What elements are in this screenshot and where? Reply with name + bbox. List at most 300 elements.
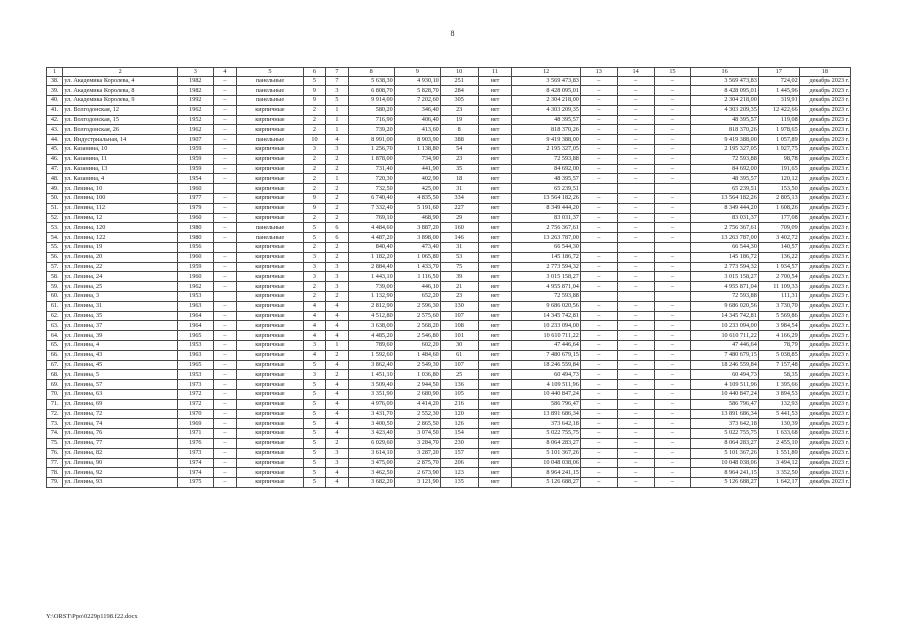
table-cell: декабрь 2023 г. — [799, 399, 850, 409]
table-cell: панельные — [237, 76, 303, 86]
table-cell: декабрь 2023 г. — [799, 262, 850, 272]
table-cell: 251 — [440, 76, 478, 86]
table-cell: 2 — [303, 164, 326, 174]
table-cell: нет — [478, 125, 512, 135]
table-cell: 8 428 095,01 — [512, 86, 581, 96]
table-cell: 135 — [440, 478, 478, 488]
table-cell: ул. Академика Королева, 4 — [63, 76, 178, 86]
table-cell: декабрь 2023 г. — [799, 409, 850, 419]
table-cell: 5 — [303, 438, 326, 448]
table-cell: 4 484,60 — [348, 223, 394, 233]
table-cell: ул. Ленина, 90 — [63, 458, 178, 468]
table-cell: 4 487,20 — [348, 233, 394, 243]
table-cell: 18 — [440, 174, 478, 184]
table-cell: – — [580, 135, 617, 145]
table-cell: – — [617, 115, 654, 125]
table-cell: – — [580, 252, 617, 262]
data-table — [46, 67, 851, 488]
table-cell: 56. — [47, 252, 63, 262]
table-cell: 4 835,50 — [394, 194, 440, 204]
table-cell: 10 440 847,24 — [512, 390, 581, 400]
table-cell: – — [654, 115, 691, 125]
table-row — [47, 262, 851, 272]
table-cell: 1962 — [177, 125, 213, 135]
table-cell: 21 — [440, 282, 478, 292]
table-cell: 58,35 — [758, 370, 799, 380]
table-cell: 2 773 594,32 — [691, 262, 759, 272]
table-cell: 18 246 559,84 — [691, 360, 759, 370]
table-cell: декабрь 2023 г. — [799, 438, 850, 448]
table-cell: 69. — [47, 380, 63, 390]
table-cell: ул. Казанина, 11 — [63, 154, 178, 164]
table-cell: нет — [478, 164, 512, 174]
table-cell: нет — [478, 331, 512, 341]
table-cell: 1 878,00 — [348, 154, 394, 164]
table-cell: декабрь 2023 г. — [799, 448, 850, 458]
table-cell: 413,60 — [394, 125, 440, 135]
table-cell: 79. — [47, 478, 63, 488]
table-row — [47, 409, 851, 419]
table-cell: декабрь 2023 г. — [799, 429, 850, 439]
table-row — [47, 311, 851, 321]
table-cell: – — [580, 438, 617, 448]
table-cell: нет — [478, 350, 512, 360]
table-cell: 3 352,50 — [758, 468, 799, 478]
table-cell: 4 — [326, 478, 349, 488]
table-cell: 63. — [47, 321, 63, 331]
table-cell: – — [213, 96, 237, 106]
table-cell: 2 — [326, 203, 349, 213]
table-cell: 5 101 367,26 — [512, 448, 581, 458]
table-cell: 2 875,70 — [394, 458, 440, 468]
table-cell: – — [654, 409, 691, 419]
table-cell: декабрь 2023 г. — [799, 331, 850, 341]
table-cell: 10 440 847,24 — [691, 390, 759, 400]
table-cell: нет — [478, 105, 512, 115]
table-cell: 473,40 — [394, 243, 440, 253]
table-cell: 1959 — [177, 154, 213, 164]
table-cell: – — [654, 321, 691, 331]
table-cell: 2 — [303, 105, 326, 115]
table-row — [47, 125, 851, 135]
table-cell: кирпичные — [237, 282, 303, 292]
table-cell: 3 402,72 — [758, 233, 799, 243]
table-cell: 84 692,00 — [691, 164, 759, 174]
table-cell: панельные — [237, 96, 303, 106]
table-row — [47, 105, 851, 115]
table-cell: 3 462,50 — [348, 468, 394, 478]
table-cell: – — [654, 96, 691, 106]
table-cell: декабрь 2023 г. — [799, 115, 850, 125]
column-number-header: 12 — [512, 68, 581, 77]
table-cell: нет — [478, 438, 512, 448]
table-cell: 1982 — [177, 76, 213, 86]
table-cell: нет — [478, 301, 512, 311]
table-cell: – — [617, 86, 654, 96]
table-cell: 9 419 388,00 — [512, 135, 581, 145]
table-cell: 1962 — [177, 105, 213, 115]
column-number-header: 8 — [348, 68, 394, 77]
table-cell: декабрь 2023 г. — [799, 341, 850, 351]
table-cell: 160 — [440, 223, 478, 233]
table-cell: 2 195 327,05 — [691, 145, 759, 155]
table-cell: 1 608,26 — [758, 203, 799, 213]
table-cell: ул. Волгодонская, 12 — [63, 105, 178, 115]
table-cell: – — [617, 194, 654, 204]
table-cell: ул. Ленина, 100 — [63, 194, 178, 204]
table-cell: декабрь 2023 г. — [799, 321, 850, 331]
table-cell: – — [654, 174, 691, 184]
table-cell: 74. — [47, 429, 63, 439]
table-cell: ул. Ленина, 120 — [63, 223, 178, 233]
column-number-header: 2 — [63, 68, 178, 77]
table-cell: 4 303 209,35 — [691, 105, 759, 115]
table-cell: декабрь 2023 г. — [799, 203, 850, 213]
table-cell: – — [654, 223, 691, 233]
table-cell: 84 692,00 — [512, 164, 581, 174]
table-cell: – — [213, 145, 237, 155]
table-cell: – — [580, 331, 617, 341]
table-cell: кирпичные — [237, 321, 303, 331]
table-cell: 13 263 787,00 — [691, 233, 759, 243]
table-cell: – — [213, 105, 237, 115]
table-cell: 10 048 038,06 — [512, 458, 581, 468]
table-cell: 8 349 444,20 — [691, 203, 759, 213]
table-cell: 5 126 688,27 — [691, 478, 759, 488]
table-cell: 3 — [326, 282, 349, 292]
table-cell: – — [580, 86, 617, 96]
table-row — [47, 321, 851, 331]
column-number-header: 7 — [326, 68, 349, 77]
table-cell: ул. Казанина, 10 — [63, 145, 178, 155]
table-cell: – — [654, 203, 691, 213]
table-cell: 2 884,40 — [348, 262, 394, 272]
table-cell — [617, 243, 654, 253]
table-cell: – — [654, 76, 691, 86]
table-row — [47, 203, 851, 213]
table-cell: 48 395,57 — [691, 115, 759, 125]
table-cell: 4 303 209,35 — [512, 105, 581, 115]
table-cell: 1 395,66 — [758, 380, 799, 390]
table-cell: 98,78 — [758, 154, 799, 164]
table-cell: 39 — [440, 272, 478, 282]
table-cell: декабрь 2023 г. — [799, 390, 850, 400]
table-cell: 71. — [47, 399, 63, 409]
table-cell: кирпичные — [237, 478, 303, 488]
table-cell: 101 — [440, 331, 478, 341]
table-cell: 1 484,60 — [394, 350, 440, 360]
table-cell: – — [617, 409, 654, 419]
table-cell: декабрь 2023 г. — [799, 282, 850, 292]
table-cell: нет — [478, 194, 512, 204]
table-cell: кирпичные — [237, 468, 303, 478]
table-cell: 4 — [326, 321, 349, 331]
table-cell: 59. — [47, 282, 63, 292]
table-cell: 4 — [303, 350, 326, 360]
table-cell: 5 022 755,75 — [691, 429, 759, 439]
table-cell — [654, 184, 691, 194]
table-cell: 8 964 241,15 — [691, 468, 759, 478]
table-cell: 1953 — [177, 341, 213, 351]
table-cell: 3 — [326, 145, 349, 155]
table-cell: 1969 — [177, 419, 213, 429]
table-cell: – — [617, 341, 654, 351]
table-cell: ул. Ленина, 31 — [63, 301, 178, 311]
table-cell: нет — [478, 223, 512, 233]
table-cell: нет — [478, 390, 512, 400]
table-cell: 1 592,60 — [348, 350, 394, 360]
table-cell: 61. — [47, 301, 63, 311]
table-cell: – — [654, 478, 691, 488]
table-cell: – — [580, 448, 617, 458]
table-cell: нет — [478, 96, 512, 106]
table-cell: ул. Ленина, 5 — [63, 370, 178, 380]
table-cell: 4 955 871,04 — [691, 282, 759, 292]
table-cell: – — [617, 448, 654, 458]
table-cell: – — [580, 311, 617, 321]
table-cell: 5 — [303, 360, 326, 370]
table-cell: 70. — [47, 390, 63, 400]
table-cell: 2 773 594,32 — [512, 262, 581, 272]
table-cell: 9 — [303, 194, 326, 204]
table-cell: нет — [478, 184, 512, 194]
table-cell: 83 031,37 — [691, 213, 759, 223]
table-cell: 136 — [440, 380, 478, 390]
table-cell: – — [213, 458, 237, 468]
table-row — [47, 282, 851, 292]
table-cell: 40. — [47, 96, 63, 106]
table-cell: 6 — [326, 223, 349, 233]
table-cell: 75. — [47, 438, 63, 448]
table-cell: 2 — [326, 164, 349, 174]
table-cell: – — [213, 478, 237, 488]
table-cell: – — [617, 301, 654, 311]
table-cell: 23 — [440, 292, 478, 302]
table-cell: нет — [478, 419, 512, 429]
table-cell: – — [654, 350, 691, 360]
table-cell: 9 — [303, 96, 326, 106]
table-cell: кирпичные — [237, 174, 303, 184]
table-cell: 2 596,30 — [394, 301, 440, 311]
table-cell: 23 — [440, 105, 478, 115]
table-cell: ул. Ленина, 74 — [63, 419, 178, 429]
table-cell: 10 610 711,22 — [691, 331, 759, 341]
table-cell: 2 — [303, 125, 326, 135]
table-cell: нет — [478, 341, 512, 351]
table-cell: – — [654, 399, 691, 409]
table-cell: декабрь 2023 г. — [799, 125, 850, 135]
table-row — [47, 438, 851, 448]
table-cell: 1 — [326, 115, 349, 125]
table-cell: 6 029,60 — [348, 438, 394, 448]
table-cell: – — [213, 76, 237, 86]
table-cell: 4 — [326, 360, 349, 370]
table-cell: 13 891 686,34 — [691, 409, 759, 419]
table-cell: ул. Ленина, 12 — [63, 213, 178, 223]
table-cell: – — [580, 321, 617, 331]
table-cell: 3 — [303, 370, 326, 380]
table-cell: декабрь 2023 г. — [799, 370, 850, 380]
table-row — [47, 419, 851, 429]
column-number-header: 5 — [237, 68, 303, 77]
column-number-header: 4 — [213, 68, 237, 77]
table-cell: 7 480 679,15 — [512, 350, 581, 360]
table-row — [47, 86, 851, 96]
column-number-header: 11 — [478, 68, 512, 77]
table-cell: 14 345 742,81 — [512, 311, 581, 321]
table-cell: – — [617, 76, 654, 86]
table-cell: декабрь 2023 г. — [799, 292, 850, 302]
table-cell: декабрь 2023 г. — [799, 380, 850, 390]
table-cell: – — [654, 458, 691, 468]
table-cell: 4 — [326, 419, 349, 429]
table-cell: – — [580, 478, 617, 488]
table-cell: – — [213, 390, 237, 400]
table-cell: кирпичные — [237, 438, 303, 448]
table-cell: 65 239,51 — [512, 184, 581, 194]
table-cell: декабрь 2023 г. — [799, 419, 850, 429]
table-row — [47, 272, 851, 282]
table-cell: 5 101 367,26 — [691, 448, 759, 458]
table-cell: 1 116,50 — [394, 272, 440, 282]
table-cell: – — [617, 174, 654, 184]
table-row — [47, 213, 851, 223]
table-cell: – — [213, 321, 237, 331]
table-cell: – — [213, 272, 237, 282]
table-cell: – — [654, 419, 691, 429]
table-cell: ул. Ленина, 39 — [63, 331, 178, 341]
table-cell: 72 593,88 — [512, 154, 581, 164]
table-cell: 1 — [326, 125, 349, 135]
table-cell: 2 — [326, 438, 349, 448]
table-cell: – — [580, 429, 617, 439]
table-cell: – — [617, 458, 654, 468]
table-cell: – — [617, 135, 654, 145]
table-cell: нет — [478, 233, 512, 243]
table-cell: 1973 — [177, 380, 213, 390]
table-cell: 3 287,20 — [394, 448, 440, 458]
table-cell: 48 395,57 — [512, 115, 581, 125]
table-cell: 58. — [47, 272, 63, 282]
table-cell: 1 551,89 — [758, 448, 799, 458]
table-cell: – — [580, 154, 617, 164]
table-cell: 1 132,90 — [348, 292, 394, 302]
table-cell: 652,20 — [394, 292, 440, 302]
table-row — [47, 350, 851, 360]
table-cell: 2 — [326, 252, 349, 262]
table-cell: – — [654, 429, 691, 439]
table-cell: – — [654, 301, 691, 311]
table-cell: – — [213, 370, 237, 380]
table-cell: 1960 — [177, 184, 213, 194]
table-cell: нет — [478, 311, 512, 321]
table-cell — [617, 184, 654, 194]
table-cell: 72. — [47, 409, 63, 419]
table-cell: 2 680,90 — [394, 390, 440, 400]
table-cell: 319,91 — [758, 96, 799, 106]
table-cell: 60. — [47, 292, 63, 302]
table-cell — [617, 292, 654, 302]
table-cell: – — [580, 409, 617, 419]
table-cell: кирпичные — [237, 125, 303, 135]
table-cell: ул. Индустриальная, 14 — [63, 135, 178, 145]
table-cell: 3 887,20 — [394, 223, 440, 233]
table-cell: ул. Волгодонская, 26 — [63, 125, 178, 135]
table-cell: 1 451,10 — [348, 370, 394, 380]
table-cell: декабрь 2023 г. — [799, 301, 850, 311]
table-cell: 31 — [440, 243, 478, 253]
table-cell: 216 — [440, 399, 478, 409]
table-cell: 4 — [326, 468, 349, 478]
table-cell: панельные — [237, 135, 303, 145]
table-cell: 14 345 742,81 — [691, 311, 759, 321]
table-cell: 7 480 679,15 — [691, 350, 759, 360]
table-cell: ул. Академика Королева, 9 — [63, 96, 178, 106]
table-cell: – — [580, 174, 617, 184]
table-cell: – — [580, 399, 617, 409]
table-cell: 3 — [303, 341, 326, 351]
table-cell: – — [213, 399, 237, 409]
table-cell: 305 — [440, 96, 478, 106]
table-cell: – — [654, 311, 691, 321]
table-cell: 23 — [440, 154, 478, 164]
table-cell: 4 — [303, 321, 326, 331]
table-cell: 8 991,00 — [348, 135, 394, 145]
table-cell: – — [654, 194, 691, 204]
table-cell: – — [617, 125, 654, 135]
table-cell: ул. Ленина, 77 — [63, 438, 178, 448]
table-cell: 2 304 218,00 — [512, 96, 581, 106]
table-cell: – — [617, 468, 654, 478]
table-cell: 2 — [303, 282, 326, 292]
table-cell: – — [580, 115, 617, 125]
table-cell: декабрь 2023 г. — [799, 145, 850, 155]
table-cell: – — [617, 429, 654, 439]
table-cell: – — [617, 233, 654, 243]
table-cell: 3 015 158,27 — [512, 272, 581, 282]
table-cell: нет — [478, 458, 512, 468]
table-cell: – — [580, 164, 617, 174]
table-cell: 3 — [303, 262, 326, 272]
table-cell: – — [580, 145, 617, 155]
table-cell: – — [580, 96, 617, 106]
table-cell: 373 642,18 — [512, 419, 581, 429]
table-row — [47, 164, 851, 174]
table-cell: ул. Ленина, 92 — [63, 468, 178, 478]
table-cell: 3 898,00 — [394, 233, 440, 243]
table-cell: 136,22 — [758, 252, 799, 262]
table-cell: 406,40 — [394, 115, 440, 125]
table-cell: 1982 — [177, 86, 213, 96]
table-row — [47, 301, 851, 311]
table-cell: 1974 — [177, 468, 213, 478]
table-cell: нет — [478, 399, 512, 409]
table-cell: 72 593,88 — [512, 292, 581, 302]
table-cell: ул. Ленина, 122 — [63, 233, 178, 243]
table-cell: нет — [478, 448, 512, 458]
column-number-header: 10 — [440, 68, 478, 77]
table-cell: – — [654, 282, 691, 292]
table-cell: 51. — [47, 203, 63, 213]
table-cell: 789,60 — [348, 341, 394, 351]
table-cell: 8 — [440, 125, 478, 135]
table-cell: кирпичные — [237, 213, 303, 223]
table-cell: 3 284,70 — [394, 438, 440, 448]
table-cell: – — [580, 350, 617, 360]
table-cell: 2 — [303, 174, 326, 184]
table-cell: 5 — [326, 96, 349, 106]
table-cell: декабрь 2023 г. — [799, 360, 850, 370]
